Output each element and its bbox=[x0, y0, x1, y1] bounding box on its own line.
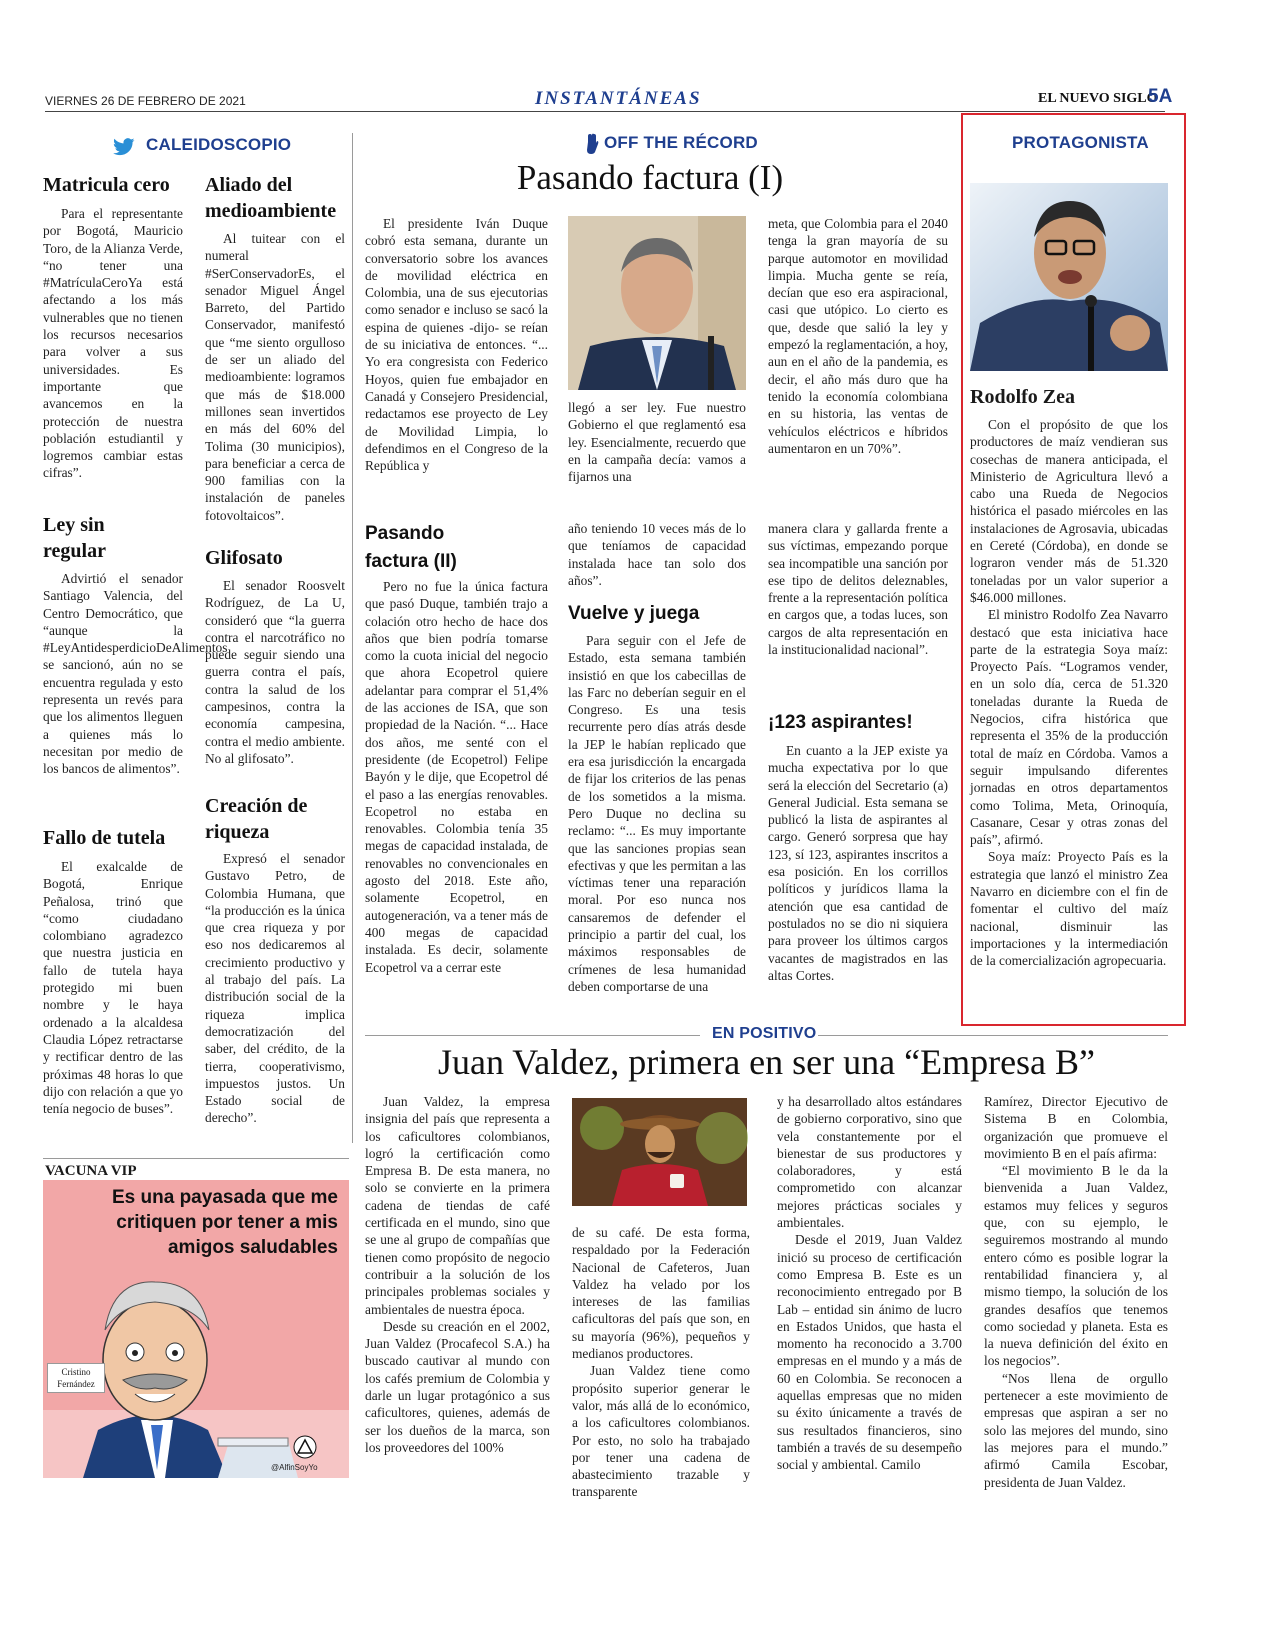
cartoonist-logo-icon bbox=[293, 1435, 317, 1459]
article-matricula-cero: Para el representante por Bogotá, Mauricio Toro, de la Alianza Verde, “no tener una #MatrículaCeroYa está afectando a los más vulnerables que no tienen los recursos necesarios para volver a sus universidades. Es importante que avancemos en la protección de nuestra población estudiantil y logremos cambiar estas cifras”. bbox=[43, 206, 183, 481]
juan-valdez-title: Juan Valdez, primera en ser una “Empresa B” bbox=[437, 1042, 1096, 1082]
article-glifosato: El senador Roosvelt Rodríguez, de La U, consideró que “la guerra contra el narcotráfico no puede seguir siendo una guerra contra el país, contra la salud de los campesinos, contra la economía campesina, contra el medio ambiente. No al glifosato”. bbox=[205, 578, 345, 766]
enpositivo-col4: Ramírez, Director Ejecutivo de Sistema B en Colombia, organización que promueve el movimiento B en el país afirma: “El movimiento B le da la bienvenida a Juan Valdez, estamos muy felices y seguros que, con su ejemplo, le seguiremos mostrando al mundo entero cómo es posible lograr la rentabilidad financiera y, al mismo tiempo, la solución de los grandes desafíos que tenemos como sociedad y planeta. Esta es la nueva definición del éxito en los negocios”. “Nos llena de orgullo pertenecer a este movimiento de empresas que aspiran a ser no solo las mejores del mundo, sino las mejores para el mundo.” afirmó Camila Escobar, presidenta de Juan Valdez. bbox=[984, 1094, 1168, 1490]
heading-fallo-de-tutela: Fallo de tutela bbox=[43, 827, 166, 849]
heading-matricula-cero: Matricula cero bbox=[43, 174, 170, 196]
issue-date: VIERNES 26 DE FEBRERO DE 2021 bbox=[45, 94, 246, 108]
offrecord-col3: meta, que Colombia para el 2040 tenga la gran mayoría de su parque automotor en movilidad limpia. Mucha gente se reía, decían que eso era aspiracional, casi que utópico. Lo cierto es que, desde que salió la ley y empezó la reglamentación, a hoy, aun en el año de la pandemia, es decir, el año más duro que ha tenido la economía colombiana en su historia, las ventas de vehículos eléctricos e híbridos aumentaron en un 70%”. bbox=[768, 216, 948, 456]
hand-icon bbox=[585, 134, 599, 154]
en-positivo-rule-left bbox=[365, 1035, 700, 1036]
vacuna-vip-label: VACUNA VIP bbox=[45, 1163, 137, 1179]
photo-rodolfo-zea bbox=[970, 183, 1168, 371]
protagonista-article: Con el propósito de que los productores de maíz vendieran sus cosechas de manera anticipada, el Ministerio de Agricultura llevó a cabo una Rueda de Negocios histórica el pasado miércoles en las instalaciones de Agrosavia, ubicadas en Cereté (Córdoba), en donde se lograron vender más de 51.320 toneladas por un valor superior a $46.000 millones. El ministro Rodolfo Zea Navarro destacó que esta iniciativa hace parte de la estrategia Soya maíz: Proyecto País. “Logramos vender, en un solo día, cerca de 51.320 toneladas durante la Rueda de Negocios, cifra histórica que representa el 35% de la producción total de maíz en Córdoba. Vamos a seguir impulsando diferentes jornadas en otros departamentos como Tolima, Meta, Orinoquía, Casanare, Cesar y otras zonas del país”, afirmó. Soya maíz: Proyecto País es la estrategia que lanzó el ministro Zea Navarro en diciembre con el fin de fomentar el cultivo del maíz nacional, disminuir las importaciones y la intermediación de la comercialización agropecuaria. bbox=[970, 417, 1168, 969]
cartoon-rule bbox=[43, 1158, 349, 1159]
offrecord-b3a: manera clara y gallarda frente a sus víctimas, empezando porque sea incompatible una sanción por ese tipo de delitos deleznables, frente a la representación política en cargos que, a todas luces, son cargos de alta representación en la institucionalidad nacional”. bbox=[768, 521, 948, 658]
off-the-record-label: OFF THE RÉCORD bbox=[604, 133, 758, 152]
cartoon bbox=[43, 1180, 349, 1478]
offrecord-col2: llegó a ser ley. Fue nuestro Gobierno el que reglamentó esa ley. Esencialmente, recuerdo que en la campaña decía: vamos a fijarnos una bbox=[568, 400, 746, 485]
article-aliado-medioambiente: Al tuitear con el numeral #SerConservadorEs, el senador Miguel Ángel Barreto, del Partido Conservador, manifestó que “me siento orgulloso de ser un aliado del medioambiente: logramos que más de $18.000 millones sean invertidos en más del 60% del Tolima (30 municipios), para beneficiar a cerca de 900 familias con la instalación de paneles fotovoltaicos”. bbox=[205, 231, 345, 523]
photo-ivan-duque bbox=[568, 216, 746, 390]
offrecord-b3b: En cuanto a la JEP existe ya mucha expectativa por lo que será la elección del Secretario (a) General Judicial. Esta semana se publicó la lista de aspirantes al cargo. Generó sorpresa que hay 123, sí 123, aspirantes inscritos a esa posición. En los corrillos políticos y jurídicos llama la atención que esa cantidad de postulados no se dio ni siquiera para proveer los últimos cargos vacantes de magistrados en las altas Cortes. bbox=[768, 743, 948, 983]
article-creacion-de-riqueza: Expresó el senador Gustavo Petro, de Colombia Humana, que “la producción es la única que crea riqueza y por eso nos dedicaremos al crecimiento productivo y al trabajo del país. La distribución social de la riqueza implica democratización del saber, del crédito, de la tierra, cooperativismo, impuestos justos. Un Estado social de derecho”. bbox=[205, 851, 345, 1126]
heading-vuelve-y-juega: Vuelve y juega bbox=[568, 603, 700, 624]
enpositivo-col1: Juan Valdez, la empresa insignia del país que representa a los caficultores colombianos, logró la certificación como Empresa B. De esta manera, no solo se convierte en la primera cadena de tiendas de café certificada en el mundo, sino que se une al grupo de compañías que tienen como propósito de negocio contribuir a la solución de los principales problemas sociales y ambientales de nuestra época. Desde su creación en el 2002, Juan Valdez (Procafecol S.A.) ha buscado cautivar al mundo con los cafés premium de Colombia y darle un lugar protagónico a sus caficultores, quienes, además de ser los dueños de la marca, son los proveedores del 100% bbox=[365, 1094, 550, 1455]
article-ley-sin-regular: Advirtió el senador Santiago Valencia, del Centro Democrático, que “aunque la #LeyAntidesperdicioDeAlimentos se sancionó, aún no se encuentra regulada y esto representa un revés para que los alimentos lleguen a quienes más lo necesitan por medio de los bancos de alimentos”. bbox=[43, 571, 228, 777]
newspaper-name: EL NUEVO SIGLO bbox=[1038, 91, 1158, 106]
pasando-factura-title: Pasando factura (I) bbox=[516, 158, 784, 197]
offrecord-b2a: año teniendo 10 veces más de lo que teníamos de capacidad instalada hace tan solo dos años”. bbox=[568, 521, 746, 588]
en-positivo-rule-right bbox=[818, 1035, 1168, 1036]
caleidoscopio-label: CALEIDOSCOPIO bbox=[146, 135, 292, 154]
cartoon-credit: @AlfinSoyYo bbox=[271, 1463, 318, 1472]
offrecord-b2b: Para seguir con el Jefe de Estado, esta semana también insistió en que los cabecillas de las Farc no deberían seguir en el Congreso. Es una tesis recurrente pero días atrás desde la JEP le habían replicado que era esa jurisdicción la encargada de fijar los criterios de las penas de los sometidos a la misma. Pero Duque no declina su reclamo: “... Es muy importante que las sanciones propias sean efectivas y que les permitan a las víctimas tener una reparación moral. Por eso nunca nos cansaremos de defender el principio a partir del cual, los máximos responsables de crímenes de lesa humanidad deben comportarse de una bbox=[568, 633, 746, 994]
offrecord-b1: Pero no fue la única factura que pasó Duque, también trajo a colación otro hecho de hace dos años que bien podría tomarse como la cuota inicial del negocio que ahora Ecopetrol quiere adelantar para comprar el 51,4% de las acciones de ISA, que son propiedad de la Nación. “... Hace dos años, me senté con el presidente (de Ecopetrol) Felipe Bayón y le dije, que Ecopetrol dé el paso a las energías renovables. Ecopetrol no estaba en renovables. Colombia tenía 35 megas de capacidad instalada, de renovables no convencionales en agosto del 2018. Este año, solamente Ecopetrol, en autogeneración, va a tener más de 400 megas de capacidad instalada. Es decir, solamente Ecopetrol va a cerrar este bbox=[365, 579, 548, 975]
page-number: 5A bbox=[1148, 86, 1173, 107]
column-divider bbox=[352, 133, 353, 1143]
heading-aliado-medioambiente: Aliado del medioambiente bbox=[205, 174, 337, 222]
heading-glifosato: Glifosato bbox=[205, 547, 283, 569]
twitter-bird-icon bbox=[113, 138, 135, 156]
section-title: INSTANTÁNEAS bbox=[535, 88, 702, 109]
cartoon-caption-name: Cristino Fernández bbox=[47, 1363, 105, 1393]
heading-creacion-de-riqueza: Creación de riqueza bbox=[205, 795, 308, 843]
en-positivo-label: EN POSITIVO bbox=[712, 1025, 817, 1042]
enpositivo-col2: de su café. De esta forma, respaldado por la Federación Nacional de Cafeteros, Juan Valdez ha velado por los intereses de las familias caficultoras del país que son, en su mayoría (96%), pequeños y medianos productores. Juan Valdez tiene como propósito superior generar le valor, más allá de lo económico, a los caficultores colombianos. Por esto, no solo ha trabajado por tener una cadena de abastecimiento trazable y transparente bbox=[572, 1225, 750, 1500]
heading-pasando-factura-ii: Pasando factura (II) bbox=[365, 523, 457, 572]
heading-123-aspirantes: ¡123 aspirantes! bbox=[768, 712, 913, 733]
protagonista-label: PROTAGONISTA bbox=[1012, 133, 1149, 152]
header-rule bbox=[45, 111, 1165, 112]
cartoon-speech-text: Es una payasada que me critiquen por tener a mis amigos saludables bbox=[112, 1187, 338, 1258]
protagonista-name: Rodolfo Zea bbox=[970, 386, 1075, 408]
heading-ley-sin-regular: Ley sin regular bbox=[43, 514, 106, 562]
offrecord-col1: El presidente Iván Duque cobró esta semana, durante un conversatorio sobre los avances de movilidad eléctrica en Colombia, una de sus ejecutorias como senador e incluso se sacó la espina de quienes -dijo- se reían de su iniciativa de entonces. “... Yo era congresista con Federico Hoyos, quien fue embajador en Canadá y Consejero Presidencial, redactamos ese proyecto de Ley de Movilidad Limpia, lo defendimos en el Congreso de la República y bbox=[365, 216, 548, 474]
photo-juan-valdez bbox=[572, 1098, 747, 1206]
article-fallo-de-tutela: El exalcalde de Bogotá, Enrique Peñalosa, trinó que “como ciudadano colombiano agradezco que nuestra justicia en fallo de tutela haya protegido mi buen nombre y le haya ordenado a la alcaldesa Claudia López retractarse y rectificar dentro de las próximas 48 horas lo que dijo con relación a que yo tenía negocio de buses”. bbox=[43, 859, 183, 1117]
enpositivo-col3: y ha desarrollado altos estándares de gobierno corporativo, sino que vela constantemente por el bienestar de sus productores y colaboradores, y está comprometido con alcanzar mejores prácticas sociales y ambientales. Desde el 2019, Juan Valdez inició su proceso de certificación como Empresa B. Este es un reconocimiento entregado por B Lab – entidad sin ánimo de lucro en Estados Unidos, que hasta el momento ha reconocido a 3.700 empresas en el mundo y a más de 60 en Colombia. Se reconocen a aquellas empresas que no miden su éxito únicamente a través de sus resultados financieros, sino también a través de su desempeño social y ambiental. Camilo bbox=[777, 1094, 962, 1473]
